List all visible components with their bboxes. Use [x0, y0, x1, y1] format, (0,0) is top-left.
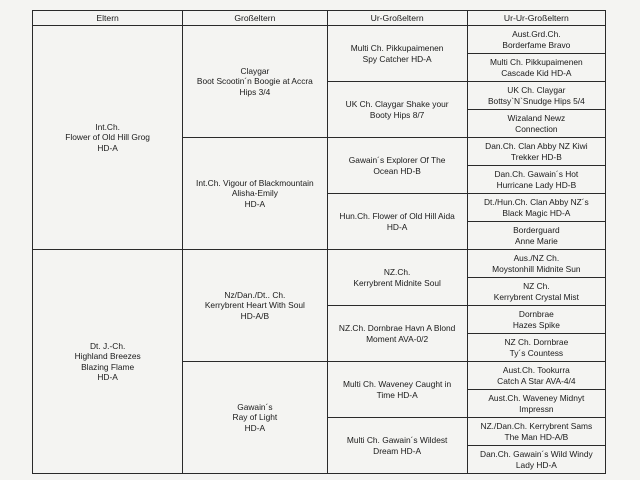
grandparent: Claygar Boot Scootin´n Boogie at Accra Hips 3/4	[183, 26, 327, 138]
great-grandparent: NZ.Ch. Dornbrae Havn A Blond Moment AVA-0/2	[327, 306, 467, 362]
great-grandparent: NZ.Ch. Kerrybrent Midnite Soul	[327, 250, 467, 306]
great-grandparent: Hun.Ch. Flower of Old Hill Aida HD-A	[327, 194, 467, 250]
great-great-grandparent: NZ Ch. Kerrybrent Crystal Mist	[467, 278, 605, 306]
grandparent: Nz/Dan./Dt.. Ch. Kerrybrent Heart With Soul HD-A/B	[183, 250, 327, 362]
great-great-grandparent: Dan.Ch. Clan Abby NZ Kiwi Trekker HD-B	[467, 138, 605, 166]
great-great-grandparent: NZ./Dan.Ch. Kerrybrent Sams The Man HD-A/B	[467, 418, 605, 446]
grandparent: Int.Ch. Vigour of Blackmountain Alisha-Emily HD-A	[183, 138, 327, 250]
great-great-grandparent: Dan.Ch. Gawain´s Hot Hurricane Lady HD-B	[467, 166, 605, 194]
header-great-great-grandparents: Ur-Ur-Großeltern	[467, 11, 605, 26]
great-grandparent: Multi Ch. Gawain´s Wildest Dream HD-A	[327, 418, 467, 474]
great-great-grandparent: Aust.Ch. Waveney Midnyt Impressn	[467, 390, 605, 418]
great-great-grandparent: Dan.Ch. Gawain´s Wild Windy Lady HD-A	[467, 446, 605, 474]
great-grandparent: Gawain´s Explorer Of The Ocean HD-B	[327, 138, 467, 194]
great-grandparent: Multi Ch. Waveney Caught in Time HD-A	[327, 362, 467, 418]
great-grandparent: UK Ch. Claygar Shake your Booty Hips 8/7	[327, 82, 467, 138]
great-great-grandparent: UK Ch. Claygar Bottsy`N`Snudge Hips 5/4	[467, 82, 605, 110]
great-grandparent: Multi Ch. Pikkupaimenen Spy Catcher HD-A	[327, 26, 467, 82]
great-great-grandparent: Wizaland Newz Connection	[467, 110, 605, 138]
parent-dam: Dt. J.-Ch. Highland Breezes Blazing Flame HD-A	[33, 250, 183, 474]
great-great-grandparent: Aus./NZ Ch. Moystonhill Midnite Sun	[467, 250, 605, 278]
header-great-grandparents: Ur-Großeltern	[327, 11, 467, 26]
header-row	[33, 11, 606, 26]
great-great-grandparent: Aust.Grd.Ch. Borderfame Bravo	[467, 26, 605, 54]
grandparent: Gawain´s Ray of Light HD-A	[183, 362, 327, 474]
great-great-grandparent: Multi Ch. Pikkupaimenen Cascade Kid HD-A	[467, 54, 605, 82]
parent-sire: Int.Ch. Flower of Old Hill Grog HD-A	[33, 26, 183, 250]
great-great-grandparent: Borderguard Anne Marie	[467, 222, 605, 250]
great-great-grandparent: Aust.Ch. Tookurra Catch A Star AVA-4/4	[467, 362, 605, 390]
great-great-grandparent: NZ Ch. Dornbrae Ty´s Countess	[467, 334, 605, 362]
great-great-grandparent: Dornbrae Hazes Spike	[467, 306, 605, 334]
header-parents: Eltern	[33, 11, 183, 26]
great-great-grandparent: Dt./Hun.Ch. Clan Abby NZ´s Black Magic HD-A	[467, 194, 605, 222]
header-grandparents: Großeltern	[183, 11, 327, 26]
pedigree-table	[32, 10, 606, 474]
